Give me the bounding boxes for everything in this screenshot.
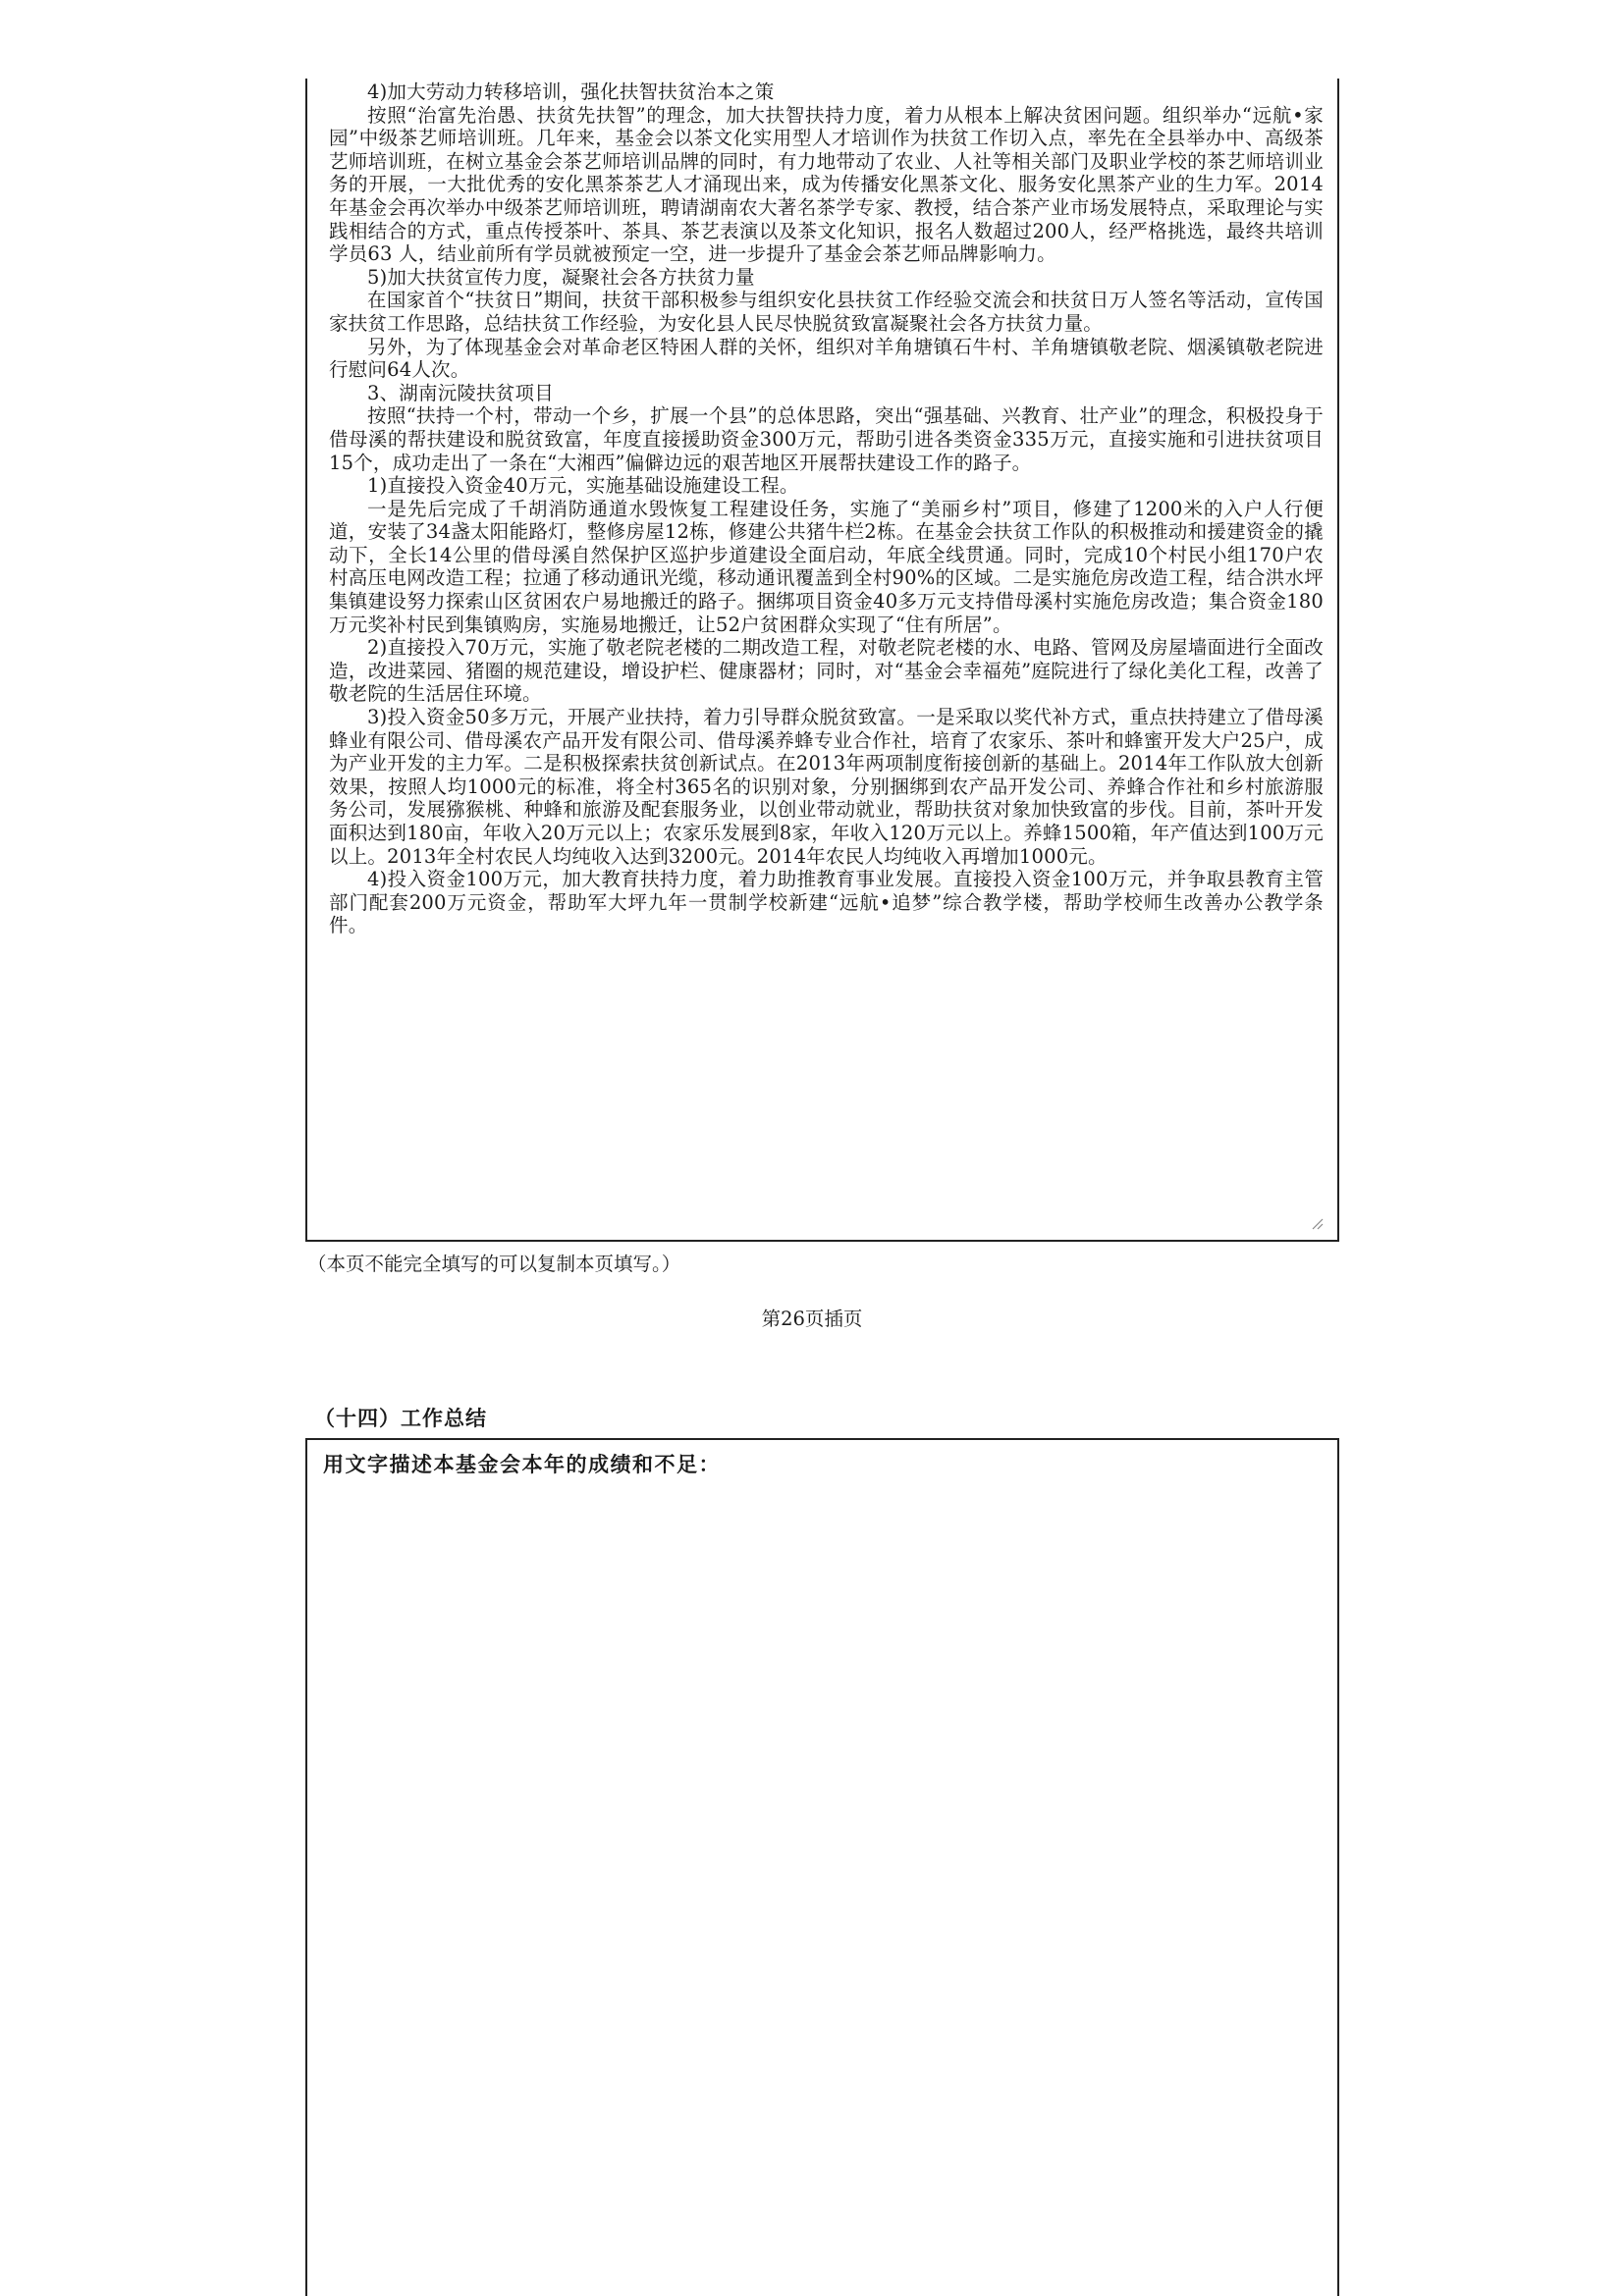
insert-page-text-area[interactable] [329,80,1324,1230]
section-heading: （十四）工作总结 [314,1407,487,1430]
insert-page-textbox [305,79,1339,1242]
paragraph: 按照“治富先治愚、扶贫先扶智”的理念，加大扶智扶持力度，着力从根本上解决贫困问题。组织举办“远航•家园”中级茶艺师培训班。几年来，基金会以茶文化实用型人才培训作为扶贫工作切入点，率先在全县举办中、高级茶艺师培训班，在树立基金会茶艺师培训品牌的同时，有力地带动了农业、人社等相关部门及职业学校的茶艺师培训业务的开展，一大批优秀的安化黑茶茶艺人才涌现出来，成为传播安化黑茶文化、服务安化黑茶产业的生力军。2014年基金会再次举办中级茶艺师培训班，聘请湖南农大著名茶学专家、教授，结合茶产业市场发展特点，采取理论与实践相结合的方式，重点传授茶叶、茶具、茶艺表演以及茶文化知识，报名人数超过200人，经严格挑选，最终共培训学员63 人，结业前所有学员就被预定一空，进一步提升了基金会茶艺师品牌影响力。 [329,103,1324,266]
paragraph: 3、湖南沅陵扶贫项目 [367,381,554,404]
paragraph: 在国家首个“扶贫日”期间，扶贫干部积极参与组织安化县扶贫工作经验交流会和扶贫日万人签名等活动，宣传国家扶贫工作思路，总结扶贫工作经验，为安化县人民尽快脱贫致富凝聚社会各方扶贫力量。 [329,289,1324,335]
paragraph: 2)直接投入70万元，实施了敬老院老楼的二期改造工程，对敬老院老楼的水、电路、管网及房屋墙面进行全面改造，改进菜园、猪圈的规范建设，增设护栏、健康器材；同时，对“基金会幸福苑”庭院进行了绿化美化工程，改善了敬老院的生活居住环境。 [329,636,1324,706]
paragraph: 4)加大劳动力转移培训，强化扶智扶贫治本之策 [367,80,775,103]
paragraph: 3)投入资金50多万元，开展产业扶持，着力引导群众脱贫致富。一是采取以奖代补方式，重点扶持建立了借母溪蜂业有限公司、借母溪农产品开发有限公司、借母溪养蜂专业合作社，培育了农家乐、茶叶和蜂蜜开发大户25户，成为产业开发的主力军。二是积极探索扶贫创新试点。在2013年两项制度衔接创新的基础上。2014年工作队放大创新效果，按照人均1000元的标准，将全村365名的识别对象，分别捆绑到农产品开发公司、养蜂合作社和乡村旅游服务公司，发展猕猴桃、种蜂和旅游及配套服务业，以创业带动就业，帮助扶贫对象加快致富的步伐。目前，茶叶开发面积达到180亩，年收入20万元以上；农家乐发展到8家，年收入120万元以上。养蜂1500箱，年产值达到100万元以上。2013年全村农民人均纯收入达到3200元。2014年农民人均纯收入再增加1000元。 [329,706,1324,868]
work-summary-box[interactable] [305,1438,1339,2296]
paragraph: 4)投入资金100万元，加大教育扶持力度，着力助推教育事业发展。直接投入资金100万元，并争取县教育主管部门配套200万元资金，帮助军大坪九年一贯制学校新建“远航•追梦”综合教学楼，帮助学校师生改善办公教学条件。 [329,868,1324,937]
work-summary-prompt: 用文字描述本基金会本年的成绩和不足： [323,1453,721,1476]
paragraph: 5)加大扶贫宣传力度，凝聚社会各方扶贫力量 [367,265,755,289]
resize-grip-icon[interactable] [1310,1216,1324,1230]
paragraph: 1)直接投入资金40万元，实施基础设施建设工程。 [367,474,799,498]
paragraph: 一是先后完成了千胡消防通道水毁恢复工程建设任务，实施了“美丽乡村”项目，修建了1200米的入户人行便道，安装了34盏太阳能路灯，整修房屋12栋，修建公共猪牛栏2栋。在基金会扶贫工作队的积极推动和援建资金的撬动下，全长14公里的借母溪自然保护区巡护步道建设全面启动，年底全线贯通。同时，完成10个村民小组170户农村高压电网改造工程；拉通了移动通讯光缆，移动通讯覆盖到全村90%的区域。二是实施危房改造工程，结合洪水坪集镇建设努力探索山区贫困农户易地搬迁的路子。捆绑项目资金40多万元支持借母溪村实施危房改造；集合资金180万元奖补村民到集镇购房，实施易地搬迁，让52户贫困群众实现了“住有所居”。 [329,497,1324,636]
page-label: 第26页插页 [761,1308,863,1330]
paragraph: 另外，为了体现基金会对革命老区特困人群的关怀，组织对羊角塘镇石牛村、羊角塘镇敬老院、烟溪镇敬老院进行慰问64人次。 [329,335,1324,382]
paragraph: 按照“扶持一个村，带动一个乡，扩展一个县”的总体思路，突出“强基础、兴教育、壮产业”的理念，积极投身于借母溪的帮扶建设和脱贫致富，年度直接援助资金300万元，帮助引进各类资金335万元，直接实施和引进扶贫项目15个，成功走出了一条在“大湘西”偏僻边远的艰苦地区开展帮扶建设工作的路子。 [329,404,1324,474]
copy-page-note: （本页不能完全填写的可以复制本页填写。） [307,1253,681,1275]
